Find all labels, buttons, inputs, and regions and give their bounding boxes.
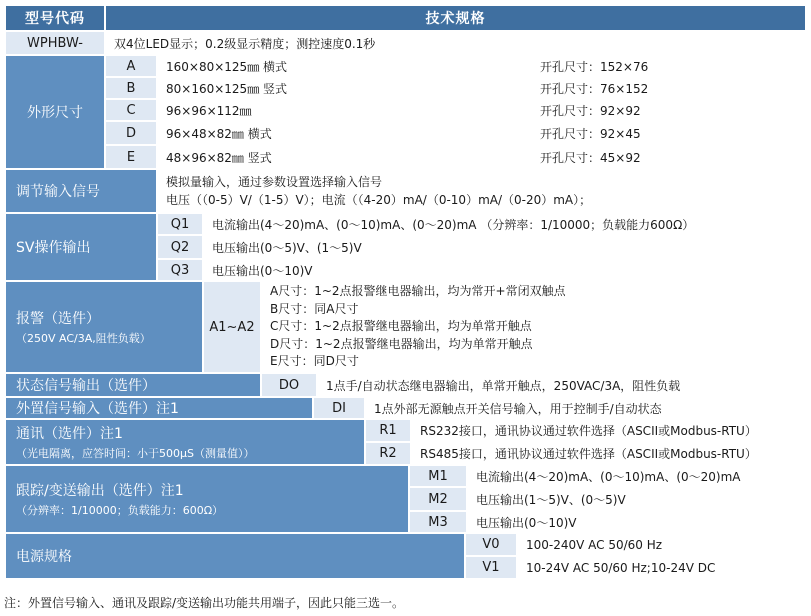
status-label-text: 状态信号输出（选件）: [16, 378, 156, 394]
alarm-line-d: D尺寸：1~2点报警继电器输出，均为单常开触点: [270, 336, 533, 351]
power-code-v0: V0: [466, 534, 516, 555]
shape-code-d: D: [106, 122, 156, 144]
header-model-code: 型号代码: [6, 6, 104, 30]
track-code-m1: M1: [410, 466, 466, 486]
shape-cut-c: 开孔尺寸：92×92: [540, 103, 641, 118]
alarm-desc: [262, 282, 805, 372]
track-desc-m2: 电压输出(1～5)V、(0～5)V: [468, 488, 805, 510]
external-code: DI: [314, 398, 364, 418]
status-desc: 1点手/自动状态继电器输出，单常开触点，250VAC/3A，阻性负载: [318, 374, 805, 396]
alarm-line-b: B尺寸：同A尺寸: [270, 301, 359, 316]
adjust-line-1: 模拟量输入，通过参数设置选择输入信号: [166, 175, 383, 189]
header-tech-spec: 技术规格: [106, 6, 805, 30]
track-desc-m3: 电压输出(0～10)V: [468, 512, 805, 532]
alarm-sub: （250V AC/3A,阻性负载）: [16, 332, 151, 345]
comm-desc-r1: RS232接口，通讯协议通过软件选择（ASCII或Modbus-RTU）: [412, 420, 805, 441]
power-label-text: 电源规格: [16, 549, 72, 565]
power-code-v1: V1: [466, 557, 516, 578]
external-label: [6, 398, 312, 418]
comm-sub: （光电隔离，应答时间：小于500μS（测量值））: [16, 447, 255, 460]
sv-desc-q1: 电流输出(4～20)mA、(0～10)mA、(0～20)mA （分辨率：1/10000；负载能力600Ω）: [204, 214, 805, 234]
track-label-text: 跟踪/变送输出（选件）注1: [16, 483, 184, 499]
shape-cut-d: 开孔尺寸：92×45: [540, 126, 641, 141]
shape-cut-b: 开孔尺寸：76×152: [540, 81, 649, 96]
alarm-line-a: A尺寸：1~2点报警继电器输出，均为常开+常闭双触点: [270, 284, 566, 299]
track-desc-m1: 电流输出(4～20)mA、(0～10)mA、(0～20)mA: [468, 466, 805, 486]
external-desc: 1点外部无源触点开关信号输入，用于控制手/自动状态: [366, 398, 805, 418]
external-label-text: 外置信号输入（选件）注1: [16, 401, 179, 417]
status-code: DO: [262, 374, 316, 396]
shape-code-c: C: [106, 100, 156, 120]
alarm-code: A1~A2: [204, 282, 260, 372]
shape-size-c: 96×96×112㎜: [166, 103, 252, 118]
shape-cut-e: 开孔尺寸：45×92: [540, 150, 641, 165]
shape-row-d: [158, 122, 805, 144]
sv-label-text: SV操作输出: [16, 240, 91, 256]
track-code-m3: M3: [410, 512, 466, 532]
shape-cut-a: 开孔尺寸：152×76: [540, 59, 649, 74]
track-sub: （分辨率：1/10000；负载能力：600Ω）: [16, 504, 224, 517]
shape-code-e: E: [106, 146, 156, 168]
shape-code-a: A: [106, 56, 156, 76]
shape-row-a: [158, 56, 805, 76]
shape-label: [6, 56, 104, 168]
track-code-m2: M2: [410, 488, 466, 510]
shape-size-a: 160×80×125㎜ 横式: [166, 59, 288, 74]
power-label: [6, 534, 464, 578]
shape-size-d: 96×48×82㎜ 横式: [166, 126, 272, 141]
adjust-label-text: 调节输入信号: [16, 184, 100, 200]
comm-label-text: 通讯（选件）注1: [16, 426, 123, 442]
alarm-label-text: 报警（选件）: [16, 311, 100, 327]
model-code: WPHBW-: [6, 32, 104, 54]
shape-code-b: B: [106, 78, 156, 98]
comm-code-r1: R1: [366, 420, 410, 441]
alarm-line-e: E尺寸：同D尺寸: [270, 354, 359, 369]
adjust-label: [6, 170, 156, 212]
shape-row-e: [158, 146, 805, 168]
alarm-line-c: C尺寸：1~2点报警继电器输出，均为单常开触点: [270, 319, 532, 334]
shape-label-text: 外形尺寸: [27, 105, 83, 121]
shape-size-b: 80×160×125㎜ 竖式: [166, 81, 288, 96]
sv-desc-q2: 电压输出(0～5)V、(1～5)V: [204, 236, 805, 258]
model-desc: 双4位LED显示；0.2级显示精度；测控速度0.1秒: [106, 32, 805, 54]
sv-code-q2: Q2: [158, 236, 202, 258]
alarm-label: [6, 282, 202, 372]
comm-desc-r2: RS485接口，通讯协议通过软件选择（ASCII或Modbus-RTU）: [412, 443, 805, 464]
adjust-line-2: 电压（（0-5）V/（1-5）V）；电流（（4-20）mA/（0-10）mA/（0-20）mA）；: [166, 193, 592, 207]
comm-label: [6, 420, 364, 464]
comm-code-r2: R2: [366, 443, 410, 464]
power-desc-v0: 100-240V AC 50/60 Hz: [518, 534, 805, 555]
power-desc-v1: 10-24V AC 50/60 Hz;10-24V DC: [518, 557, 805, 578]
sv-code-q1: Q1: [158, 214, 202, 234]
shape-row-b: [158, 78, 805, 98]
status-label: [6, 374, 260, 396]
adjust-desc: [158, 170, 805, 212]
footnote: 注：外置信号输入、通讯及跟踪/变送输出功能共用端子，因此只能三选一。: [4, 596, 405, 610]
shape-row-c: [158, 100, 805, 120]
track-label: [6, 466, 408, 532]
sv-label: [6, 214, 156, 280]
sv-code-q3: Q3: [158, 260, 202, 280]
shape-size-e: 48×96×82㎜ 竖式: [166, 150, 272, 165]
sv-desc-q3: 电压输出(0～10)V: [204, 260, 805, 280]
